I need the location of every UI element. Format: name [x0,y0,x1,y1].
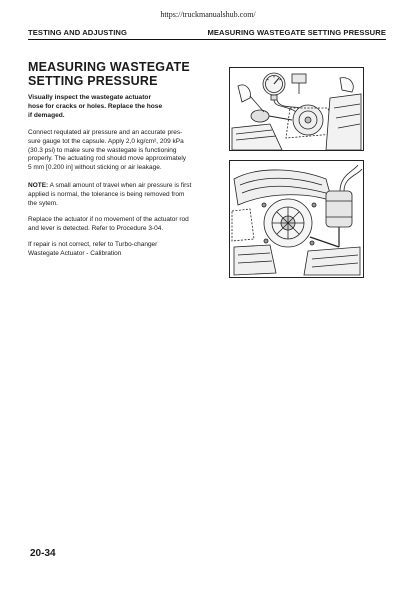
header-section-left: TESTING AND ADJUSTING [28,28,127,37]
note-text: A small amount of travel when air pressure is first [48,182,192,189]
page-number: 20-34 [30,548,56,559]
repair-paragraph [28,241,210,259]
paragraph-line: sure gauge tot the capsule. Apply 2,0 kg/cm², 209 kPa [28,137,184,145]
paragraph-line: properly. The actuating rod should move approximately [28,155,187,163]
turbo-actuator-illustration [230,161,363,277]
note-label: NOTE: [28,182,49,189]
gauge-on-turbo-illustration [230,68,363,150]
lead-instruction [28,94,218,120]
replace-paragraph [28,216,210,234]
figure-gauge-setup [229,67,364,151]
lead-line: hose for cracks or holes. Replace the hose [28,102,163,110]
paragraph-line: Connect requlated air pressure and an accurate pres- [28,129,183,136]
page-title [28,60,218,88]
actuator-capsule [251,110,269,122]
lead-line: Visually inspect the wastegate actuator [28,94,152,101]
figure-actuator-detail [229,160,364,278]
paragraph-line: 5 mm [0.200 in] without sticking or air leakage. [28,164,162,172]
paragraph-line: Wastegate Actuator - Calibration [28,249,122,257]
title-line: MEASURING WASTEGATE [28,60,190,74]
note-line: the sytem. [28,199,58,207]
source-url[interactable]: https://truckmanualshub.com/ [160,10,256,19]
paragraph-line: and lever is detected. Refer to Procedure 3-04. [28,224,164,232]
paragraph-line: (30.3 psi) to make sure the wastegate is functioning [28,146,177,154]
paragraph-line: Replace the actuator if no movement of the actuator rod [28,216,189,223]
paragraph-line: If repair is not correct, refer to Turbo-changer [28,241,158,248]
note-line [28,182,210,191]
procedure-paragraph [28,129,210,173]
lead-line: if demaged. [28,111,65,119]
running-header [28,27,386,40]
header-section-right: MEASURING WASTEGATE SETTING PRESSURE [207,28,386,37]
wastegate-actuator [326,191,352,227]
title-line: SETTING PRESSURE [28,74,158,88]
note-line: applied is normal, the tolerance is being removed from [28,190,185,198]
note-paragraph [28,182,210,208]
